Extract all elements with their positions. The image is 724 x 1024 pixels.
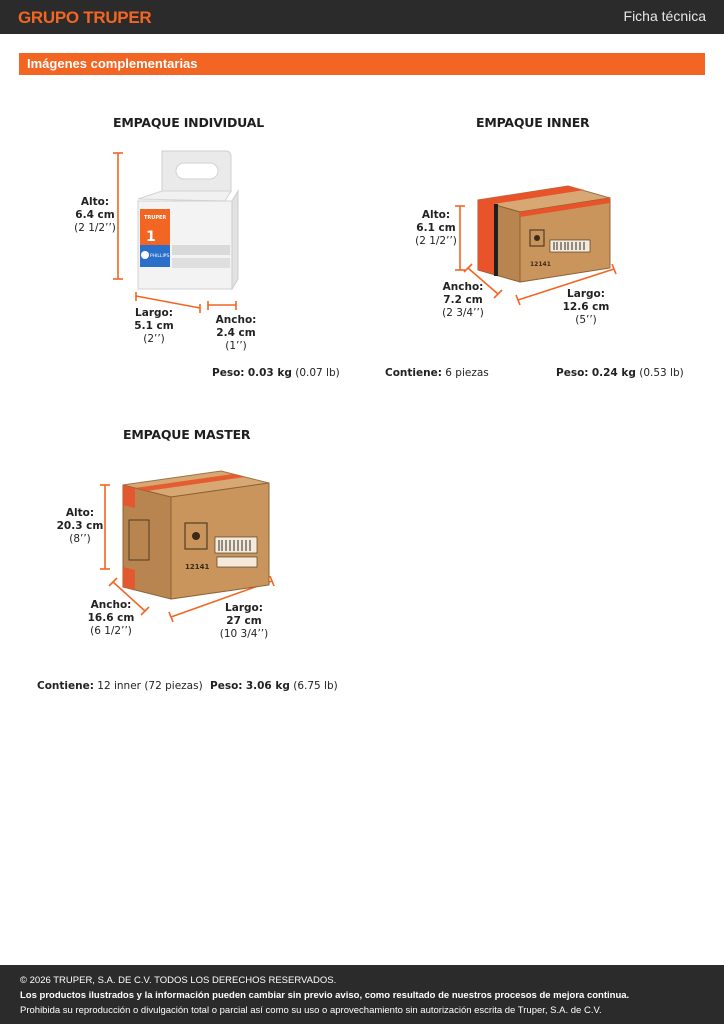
footer-prohibition: Prohibida su reproducción o divulgación total o parcial así como su uso o aprovechamiento sin autorización escrita de Truper, S.A. de C.V. [20, 1005, 602, 1016]
master-ancho: Ancho: 16.6 cm (6 1/2’’) [87, 599, 135, 637]
section-header [19, 53, 705, 75]
individual-alto: Alto: 6.4 cm (2 1/2’’) [74, 196, 116, 234]
svg-text:TRUPER: TRUPER [144, 215, 167, 221]
svg-text:1: 1 [146, 229, 156, 245]
inner-title: EMPAQUE INNER [476, 115, 590, 130]
section-title: Imágenes complementarias [27, 56, 198, 71]
inner-peso: Peso: 0.24 kg (0.53 lb) [556, 367, 684, 379]
individual-largo: Largo: 5.1 cm (2’’) [134, 307, 174, 345]
master-alto: Alto: 20.3 cm (8’’) [56, 507, 104, 545]
header-bar [0, 0, 724, 34]
document-type: Ficha técnica [623, 8, 706, 24]
inner-largo: Largo: 12.6 cm (5’’) [562, 288, 610, 326]
footer-notice: Los productos ilustrados y la información pueden cambiar sin previo aviso, como resultado de nuestros procesos de mejora continua. [20, 990, 630, 1001]
master-largo: Largo: 27 cm (10 3/4’’) [219, 602, 269, 640]
individual-title: EMPAQUE INDIVIDUAL [113, 115, 264, 130]
individual-package-image [100, 145, 260, 320]
individual-peso: Peso: 0.03 kg (0.07 lb) [212, 367, 340, 379]
master-contiene: Contiene: 12 inner (72 piezas) [37, 680, 203, 692]
footer [0, 965, 724, 1024]
master-box-code: 12141 [185, 563, 210, 571]
individual-ancho: Ancho: 2.4 cm (1’’) [215, 314, 257, 352]
individual-box-print: PHILLIPS [150, 254, 170, 259]
master-peso: Peso: 3.06 kg (6.75 lb) [210, 680, 338, 692]
inner-box-code: 12141 [530, 261, 551, 268]
inner-alto: Alto: 6.1 cm (2 1/2’’) [415, 209, 457, 247]
inner-ancho: Ancho: 7.2 cm (2 3/4’’) [442, 281, 484, 319]
inner-contiene: Contiene: 6 piezas [385, 367, 489, 379]
master-title: EMPAQUE MASTER [123, 427, 251, 442]
brand-logo: GRUPO TRUPER [18, 8, 152, 27]
footer-copyright: © 2026 TRUPER, S.A. DE C.V. TODOS LOS DERECHOS RESERVADOS. [20, 975, 337, 986]
